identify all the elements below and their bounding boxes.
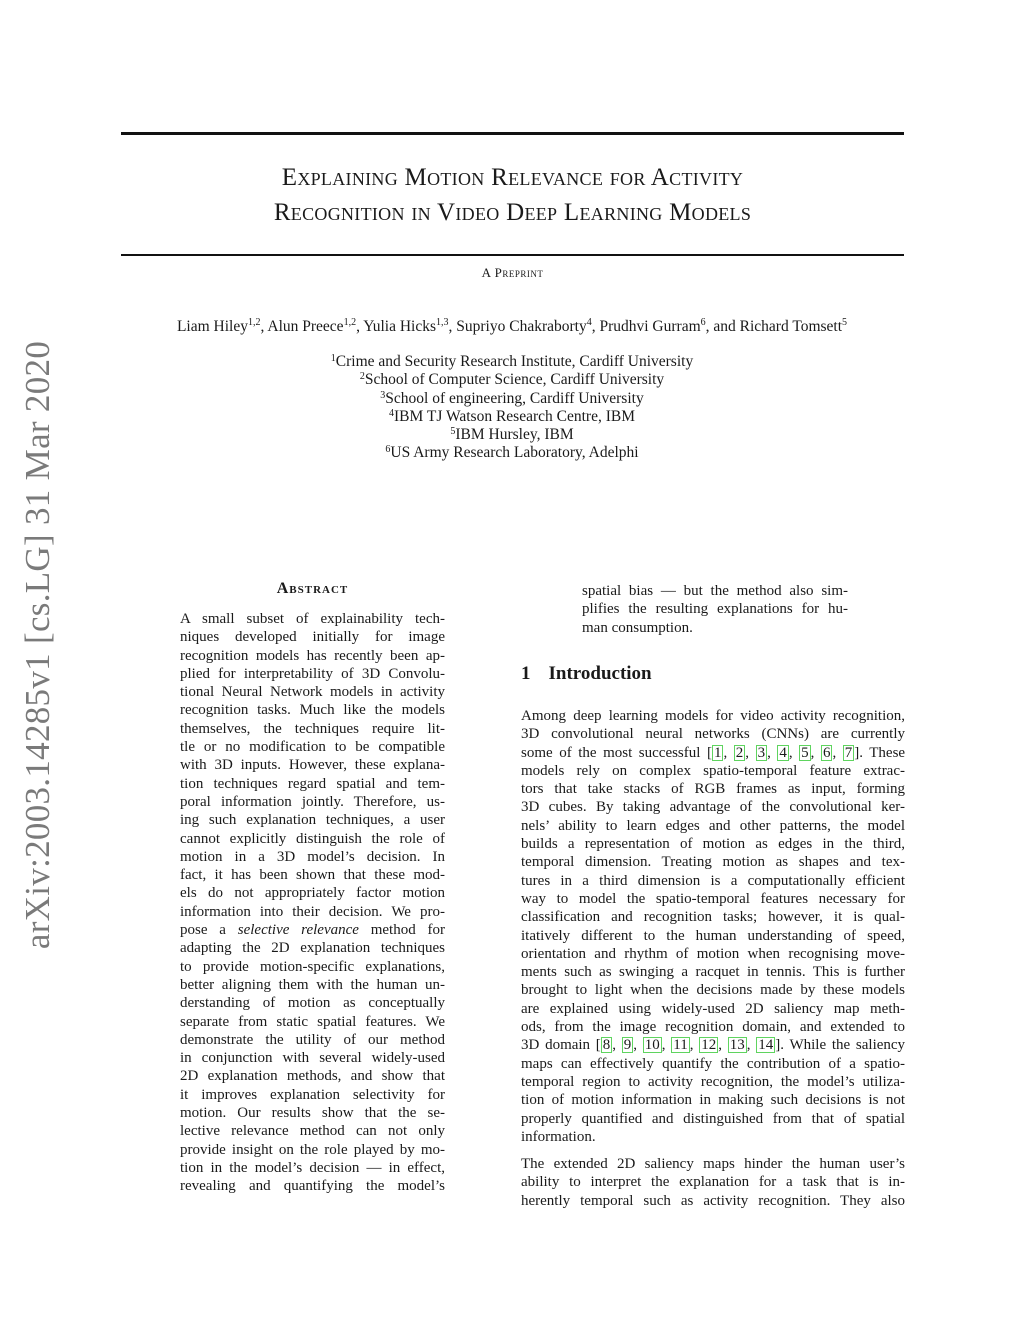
text-run: method for bbox=[358, 922, 445, 939]
text-line: maps can effectively quantify the contribution of a spatio- bbox=[521, 1055, 905, 1072]
affiliation-number: 2 bbox=[359, 371, 365, 383]
author: Supriyo Chakraborty bbox=[456, 318, 587, 335]
affiliation bbox=[200, 444, 824, 462]
paper-title bbox=[121, 160, 904, 230]
text-line: motion in a 3D model’s decision. In bbox=[180, 848, 445, 865]
title-rule-top bbox=[121, 132, 904, 135]
text-line: ods, from the image recognition domain, and extended to bbox=[521, 1019, 905, 1036]
section-number: 1 bbox=[521, 663, 531, 684]
affiliation-text: IBM TJ Watson Research Centre, IBM bbox=[394, 407, 635, 425]
text-line: to provide motion-specific explanations, bbox=[180, 958, 445, 975]
text-run: ]. While the saliency bbox=[775, 1037, 906, 1054]
author: Richard Tomsett bbox=[739, 318, 843, 335]
affiliation bbox=[200, 426, 824, 444]
section-heading-introduction bbox=[521, 663, 652, 685]
affiliation-text: IBM Hursley, IBM bbox=[455, 426, 574, 444]
text-line: with 3D inputs. However, these explana- bbox=[180, 757, 445, 774]
title-line-1: Explaining Motion Relevance for Activity bbox=[281, 164, 744, 191]
author-affil: 4 bbox=[586, 317, 592, 328]
author-affil: 5 bbox=[842, 317, 848, 328]
text-line: fact, it has been shown that these mod- bbox=[180, 867, 445, 884]
text-line: temporal region to activity recognition, the model’s utiliza- bbox=[521, 1073, 905, 1090]
text-line: tion of motion information in making such decisions is not bbox=[521, 1092, 905, 1109]
author: Prudhvi Gurram bbox=[599, 318, 701, 335]
text-line: Among deep learning models for video activity recognition, bbox=[521, 708, 905, 724]
text-line: herently temporal such as activity recognition. They also bbox=[521, 1192, 905, 1209]
text-line: 3D cubes. By taking advantage of the convolutional ker- bbox=[521, 799, 905, 816]
affiliation-list bbox=[200, 353, 824, 463]
affiliation-text: US Army Research Laboratory, Adelphi bbox=[390, 444, 639, 462]
text-line: orientation and rhythm of motion when recognising move- bbox=[521, 945, 905, 962]
section-title: Introduction bbox=[548, 663, 652, 684]
text-run: pose a bbox=[180, 922, 238, 939]
text-run: 3D domain [ bbox=[521, 1037, 601, 1054]
text-line: tional Neural Network models in activity bbox=[180, 684, 445, 701]
citation-link[interactable]: 12 bbox=[701, 1037, 717, 1054]
author: Yulia Hicks bbox=[363, 318, 437, 335]
text-line: revealing and quantifying the model’s bbox=[180, 1178, 445, 1195]
abstract-text bbox=[180, 610, 445, 1196]
affiliation-number: 4 bbox=[389, 407, 394, 419]
author: Liam Hiley bbox=[176, 318, 248, 335]
author-list bbox=[100, 317, 924, 337]
text-line: tures in a third dimension is a computationally efficient bbox=[521, 872, 905, 889]
text-line: information into their decision. We pro- bbox=[180, 903, 445, 920]
text-line: ments such as swinging a racquet in tennis. This is further bbox=[521, 964, 905, 981]
citation-link[interactable]: 5 bbox=[801, 744, 809, 761]
text-line: els do not appropriately factor motion bbox=[180, 885, 445, 902]
affiliation-number: 6 bbox=[385, 444, 391, 456]
affiliation-text: School of Computer Science, Cardiff University bbox=[364, 371, 665, 389]
citation-link[interactable]: 9 bbox=[623, 1037, 632, 1054]
preprint-label: A Preprint bbox=[481, 265, 544, 280]
text-line: derstanding of motion as conceptually bbox=[180, 995, 445, 1012]
affiliation bbox=[200, 371, 824, 389]
text-line: classification and recognition tasks; however, it is qual- bbox=[521, 909, 905, 926]
citation-link[interactable]: 2 bbox=[735, 744, 744, 761]
author-sep: , bbox=[356, 318, 364, 335]
emphasized-term: selective relevance bbox=[237, 922, 359, 939]
affiliation-number: 5 bbox=[450, 426, 456, 438]
text-line: tion in the model’s decision — in effect, bbox=[180, 1159, 445, 1176]
text-line: poral information jointly. Therefore, us- bbox=[180, 793, 445, 810]
title-rule-bottom bbox=[121, 254, 904, 256]
text-line: lective relevance method can not only bbox=[180, 1123, 445, 1140]
text-line: itatively different to the human understanding of speed, bbox=[521, 927, 905, 944]
text-line: motion. Our results show that the se- bbox=[180, 1105, 445, 1122]
text-line: plifies the resulting explanations for hu- bbox=[582, 601, 848, 618]
text-line: A small subset of explainability tech- bbox=[180, 611, 445, 627]
abstract-text-continued bbox=[582, 582, 848, 637]
citation-link[interactable]: 3 bbox=[757, 744, 766, 761]
citation-link[interactable]: 7 bbox=[844, 744, 853, 761]
citation-link[interactable]: 6 bbox=[822, 744, 831, 761]
author-affil: 6 bbox=[700, 317, 706, 328]
text-run: some of the most successful [ bbox=[521, 744, 712, 761]
text-line: recognition models has recently been ap- bbox=[180, 647, 445, 664]
text-line: temporal dimension. Treating motion as shapes and tex- bbox=[521, 854, 905, 871]
text-line: tle or no modification to be compatible bbox=[180, 739, 445, 756]
introduction-paragraph-2 bbox=[521, 1155, 905, 1210]
affiliation-number: 1 bbox=[330, 353, 336, 364]
text-line: builds a representation of motion as edges in the third, bbox=[521, 836, 905, 853]
text-line: plied for interpretability of 3D Convolu- bbox=[180, 665, 445, 682]
text-line: better aligning them with the human un- bbox=[180, 976, 445, 993]
text-line: recognition tasks. Much like the models bbox=[180, 702, 445, 719]
text-line: themselves, the techniques require lit- bbox=[180, 720, 445, 737]
citation-link[interactable]: 10 bbox=[644, 1037, 660, 1054]
introduction-paragraph-1 bbox=[521, 707, 905, 1146]
text-line: ability to interpret the explanation for a task that is in- bbox=[521, 1174, 905, 1191]
text-line: demonstrate the utility of our method bbox=[180, 1031, 445, 1048]
text-line: spatial bias — but the method also sim- bbox=[582, 583, 848, 599]
text-line: tors that take stacks of RGB frames as input, forming bbox=[521, 781, 905, 798]
citation-link[interactable]: 8 bbox=[602, 1037, 611, 1054]
citation-link[interactable]: 11 bbox=[673, 1037, 688, 1054]
affiliation bbox=[200, 353, 824, 371]
author-sep: , and bbox=[705, 318, 740, 335]
text-line: The extended 2D saliency maps hinder the human user’s bbox=[521, 1156, 905, 1172]
text-line: cannot explicitly distinguish the role of bbox=[180, 830, 445, 847]
affiliation-text: School of engineering, Cardiff University bbox=[385, 389, 644, 407]
text-line: information. bbox=[521, 1128, 596, 1145]
text-line: separate from static spatial features. We bbox=[180, 1013, 445, 1030]
title-line-2: Recognition in Video Deep Learning Models bbox=[273, 199, 752, 226]
text-line: brought to light when the decisions made by these models bbox=[521, 982, 905, 999]
text-line: properly quantified and distinguished from that of spatial bbox=[521, 1110, 905, 1127]
author-affil: 1,2 bbox=[343, 317, 357, 328]
text-line: 2D explanation methods, and show that bbox=[180, 1068, 445, 1085]
author-sep: , bbox=[260, 318, 268, 335]
text-line: are explained using widely-used 2D saliency map meth- bbox=[521, 1000, 905, 1017]
arxiv-identifier-text: arXiv:2003.14285v1 [cs.LG] 31 Mar 2020 bbox=[18, 340, 57, 950]
text-line: it improves explanation selectivity for bbox=[180, 1086, 445, 1103]
citation-link[interactable]: 13 bbox=[729, 1037, 745, 1054]
affiliation-number: 3 bbox=[380, 389, 386, 401]
text-line: models rely on complex spatio-temporal feature extrac- bbox=[521, 762, 905, 779]
text-line: man consumption. bbox=[582, 619, 693, 636]
text-line: tion techniques regard spatial and tem- bbox=[180, 775, 445, 792]
text-line: nels’ ability to learn edges and other patterns, the model bbox=[521, 817, 905, 834]
text-line: 3D convolutional neural networks (CNNs) are currently bbox=[521, 726, 905, 743]
text-run: ]. These bbox=[854, 744, 906, 761]
text-line: some of the most successful [ 1 , 2 , 3 , 4 , 5 , 6 , 7 ]. These bbox=[521, 744, 906, 761]
affiliation-text: Crime and Security Research Institute, Cardiff University bbox=[335, 353, 694, 370]
text-line: in conjunction with several widely-used bbox=[180, 1050, 445, 1067]
abstract-heading: Abstract bbox=[276, 580, 349, 597]
author-affil: 1,2 bbox=[247, 317, 261, 328]
text-line: adapting the 2D explanation techniques bbox=[180, 940, 445, 957]
affiliation bbox=[200, 408, 824, 426]
author-affil: 1,3 bbox=[436, 317, 449, 328]
citation-link[interactable]: 4 bbox=[779, 744, 787, 761]
author: Alun Preece bbox=[267, 318, 344, 335]
author-sep: , bbox=[448, 318, 457, 335]
text-line: 3D domain [ 8 , 9 , 10 , 11 , 12 , 13 , 14 ]. While the saliency bbox=[521, 1037, 906, 1054]
text-line: way to model the spatio-temporal features necessary for bbox=[521, 890, 905, 907]
text-line: ing such explanation techniques, a user bbox=[180, 812, 445, 829]
affiliation bbox=[200, 390, 824, 408]
text-line: provide insight on the role played by mo- bbox=[180, 1141, 445, 1158]
citation-link[interactable]: 1 bbox=[713, 744, 722, 761]
citation-link[interactable]: 14 bbox=[758, 1037, 774, 1054]
text-line bbox=[180, 921, 445, 939]
author-sep: , bbox=[591, 318, 600, 335]
text-line: niques developed initially for image bbox=[180, 629, 445, 646]
